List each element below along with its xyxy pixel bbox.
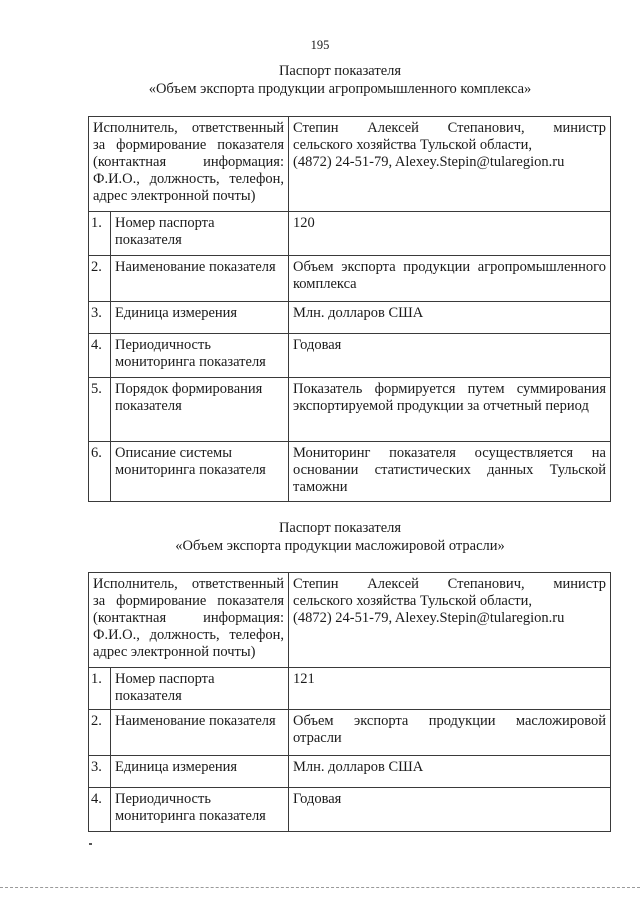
row-number: 4. [89,788,111,832]
row-number: 1. [89,212,111,256]
row-value: 121 [289,668,611,710]
word: информация: [203,154,284,170]
executor-label-line [93,137,284,154]
table-row [89,334,611,378]
row-name: Единица измерения [111,756,289,788]
row-number: 2. [89,256,111,302]
row-number: 6. [89,442,111,502]
executor-label-line [93,610,284,627]
executor-value-line: сельского хозяйства Тульской области, [293,593,533,609]
executor-value-line [293,576,606,593]
executor-label [89,573,289,668]
word: Степанович, [447,576,525,592]
executor-label-line [93,154,284,171]
row-value: Мониторинг показателя осуществляется на основании статистических данных Тульской таможни [289,442,611,502]
row-name: Наименование показателя [111,710,289,756]
executor-label-line [93,120,284,137]
row-name: Описание системы мониторинга показателя [111,442,289,502]
row-name: Номер паспорта показателя [111,668,289,710]
page-bottom-rule [0,887,640,888]
section-title [0,62,640,98]
section-subheading: «Объем экспорта продукции масложировой отрасли» [175,538,505,554]
row-number: 3. [89,302,111,334]
table-row [89,756,611,788]
row-value: Показатель формируется путем суммирования экспортируемой продукции за отчетный период [289,378,611,442]
word: Ф.И.О., [93,627,140,643]
section-heading: Паспорт показателя [278,63,402,79]
word: Исполнитель, [93,576,178,592]
table-row [89,788,611,832]
executor-value [289,573,611,668]
executor-label [89,117,289,212]
word: Алексей [367,120,419,136]
row-number: 5. [89,378,111,442]
executor-value-line: сельского хозяйства Тульской области, [293,137,533,153]
word: Ф.И.О., [93,171,140,187]
section-title [0,519,640,555]
executor-value [289,117,611,212]
table-row [89,256,611,302]
row-value: Млн. долларов США [289,302,611,334]
row-name: Единица измерения [111,302,289,334]
word: показателя [217,137,284,153]
row-value: Млн. долларов США [289,756,611,788]
executor-label-line [93,627,284,644]
word: Алексей [367,576,419,592]
table-row [89,442,611,502]
row-name: Наименование показателя [111,256,289,302]
word: министр [553,576,606,592]
word: ответственный [191,576,284,592]
word: за [93,137,106,153]
word: Исполнитель, [93,120,178,136]
executor-label-line [93,171,284,188]
word: Степин [293,576,339,592]
executor-row [89,573,611,668]
table-row [89,302,611,334]
word: за [93,593,106,609]
row-name: Периодичность мониторинга показателя [111,788,289,832]
executor-row [89,117,611,212]
table-row [89,212,611,256]
section-heading: Паспорт показателя [278,520,402,536]
word: формирование [116,593,207,609]
word: (контактная [93,610,167,626]
executor-label-line: адрес электронной почты) [93,644,256,660]
word: показателя [217,593,284,609]
executor-label-line [93,576,284,593]
row-name: Периодичность мониторинга показателя [111,334,289,378]
executor-label-line [93,593,284,610]
executor-label-line: адрес электронной почты) [93,188,256,204]
row-value: Годовая [289,334,611,378]
row-value: Годовая [289,788,611,832]
word: Степин [293,120,339,136]
word: министр [553,120,606,136]
row-number: 1. [89,668,111,710]
scan-mark [89,843,92,845]
row-value: Объем экспорта продукции масложировой отрасли [289,710,611,756]
word: должность, [149,627,220,643]
page-number: 195 [310,38,330,52]
executor-value-line [293,120,606,137]
row-number: 4. [89,334,111,378]
row-value: 120 [289,212,611,256]
row-number: 3. [89,756,111,788]
executor-value-line: (4872) 24-51-79, Alexey.Stepin@tularegion.ru [293,610,565,626]
table-row [89,378,611,442]
word: должность, [149,171,220,187]
word: Степанович, [447,120,525,136]
section-subheading: «Объем экспорта продукции агропромышленного комплекса» [148,81,532,97]
word: информация: [203,610,284,626]
passport-table [88,116,611,502]
executor-value-line: (4872) 24-51-79, Alexey.Stepin@tularegion.ru [293,154,565,170]
row-name: Номер паспорта показателя [111,212,289,256]
passport-table [88,572,611,832]
row-number: 2. [89,710,111,756]
word: телефон, [229,171,284,187]
table-row [89,668,611,710]
row-value: Объем экспорта продукции агропромышленного комплекса [289,256,611,302]
word: формирование [116,137,207,153]
row-name: Порядок формирования показателя [111,378,289,442]
table-row [89,710,611,756]
word: (контактная [93,154,167,170]
word: ответственный [191,120,284,136]
word: телефон, [229,627,284,643]
